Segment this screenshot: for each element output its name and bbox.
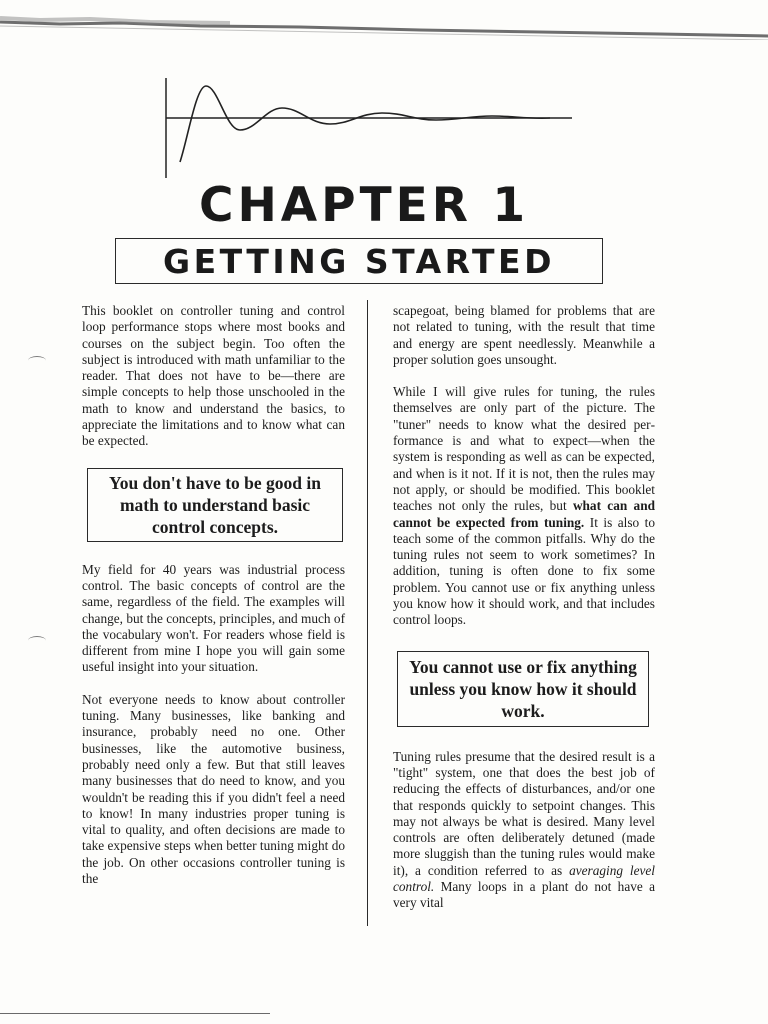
chapter-title: CHAPTER 1 bbox=[198, 178, 530, 233]
scan-bottom-edge bbox=[0, 1013, 270, 1014]
left-callout-box: You don't have to be good in math to understand basic control concepts. bbox=[87, 468, 343, 542]
paragraph-gap bbox=[82, 676, 345, 692]
left-paragraph-3: Not everyone needs to know about controller tuning. Many businesses, like banking and insurance, probably need no one. Other businesses, like the automotive business, probably need only a few. But that still leaves many businesses that do need to know, and you wouldn't be reading this if you didn't feel a need to know! In many industries proper tuning is vital to quality, and often decisions are made to take expensive steps when better tuning might do the job. On other occasions controller tuning is the bbox=[82, 691, 345, 887]
right-paragraph-1: scapegoat, being blamed for problems that are not related to tuning, with the result that time and energy are spent needlessly. Meanwhile a proper solution goes unsought. bbox=[393, 303, 655, 367]
left-paragraph-2: My field for 40 years was industrial process control. The basic concepts of control are the same, regardless of the field. The examples will change, but the concepts, principles, and much of the vocabulary won't. For readers whose field is different from mine I hope you will gain some useful insight into your situation. bbox=[82, 561, 345, 675]
right-paragraph-3-start: Tuning rules presume that the desired result is a "tight" system, one that does the best job of reducing the effects of disturbances, and/or one that responds quickly to setpoint changes. This may not always be what is desired. Many level controls are often deliberately detuned (made more sluggish than the tuning rules would make it), a condition referred to as bbox=[393, 748, 655, 878]
left-column bbox=[82, 303, 345, 887]
damped-response-curve-icon bbox=[160, 78, 580, 180]
left-paragraph-1: This booklet on controller tuning and control loop performance stops where most books and courses on the subject begin. Too often the subject is introduced with math unfamiliar to the reader. That does not have to be—there are simple concepts to help those unschooled in the math to know and understand the basics, to appreciate the limitations and to know what can be expected. bbox=[82, 303, 345, 449]
scan-margin-mark bbox=[28, 636, 46, 645]
right-paragraph-2-start: While I will give rules for tuning, the rules themselves are only part of the picture. The "tuner" needs to know what the desired performance is and what to expect—when the system is responding as well as can be expected, and when is it not. If it is not, then the rules may not apply, or should be modified. This booklet teaches not only the rules, but bbox=[393, 384, 655, 514]
right-paragraph-2-bold: what can and cannot be expected from tuning. bbox=[393, 498, 655, 530]
scan-margin-mark bbox=[28, 356, 46, 365]
right-column bbox=[393, 303, 655, 912]
right-callout-box: You cannot use or fix anything unless you know how it should work. bbox=[397, 651, 649, 727]
paragraph-gap bbox=[393, 368, 655, 384]
right-paragraph-3 bbox=[393, 749, 655, 912]
column-divider bbox=[367, 300, 368, 926]
scan-top-edge bbox=[0, 10, 768, 40]
right-paragraph-3-italic: averaging level control. bbox=[393, 862, 655, 895]
right-paragraph-2 bbox=[393, 384, 655, 628]
right-paragraph-3-end: Many loops in a plant do not have a very vital bbox=[393, 879, 655, 911]
chapter-subtitle: GETTING STARTED bbox=[115, 238, 603, 284]
right-paragraph-2-end: It is also to teach some of the common pitfalls. Why do the tuning rules not seem to work sometimes? In addition, tuning is often done to fix some problem. You cannot use or fix anything unless you know how it should work, and that includes control loops. bbox=[393, 514, 655, 628]
